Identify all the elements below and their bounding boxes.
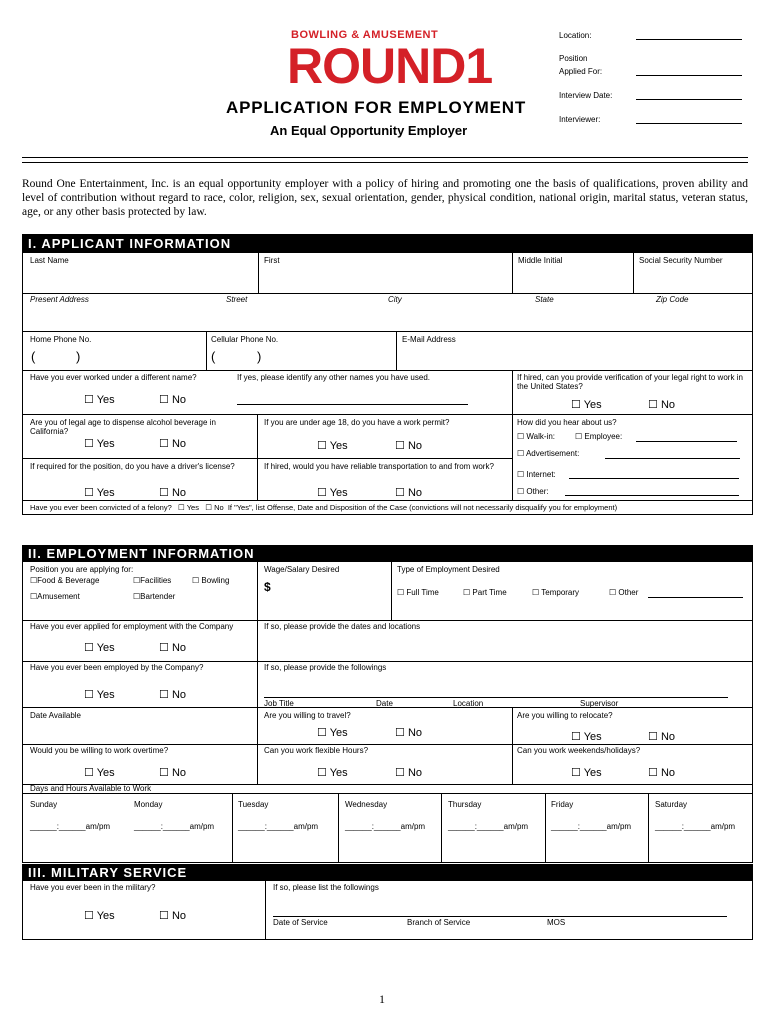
position-question: Position you are applying for: (30, 565, 134, 574)
internet-line[interactable] (569, 478, 739, 479)
checkbox-icon: ☐ (648, 399, 658, 411)
overtime-question: Would you be willing to work overtime? (30, 746, 169, 755)
facilities-checkbox[interactable] (133, 576, 171, 585)
relocate-question: Are you willing to relocate? (517, 711, 613, 720)
street-label: Street (226, 295, 248, 304)
transport-yes-checkbox[interactable] (317, 486, 348, 499)
temporary-label: Temporary (541, 588, 580, 597)
advertisement-label: Advertisement: (525, 449, 580, 458)
checkbox-icon: ☐ (159, 642, 169, 654)
employed-before-question: Have you ever been employed by the Company? (30, 663, 204, 672)
col-divider (257, 562, 258, 620)
food-beverage-label: Food & Beverage (37, 576, 100, 585)
verify-yes-checkbox[interactable] (571, 398, 602, 411)
date-of-service-label: Date of Service (273, 918, 328, 927)
amusement-label: Amusement (37, 592, 80, 601)
day-monday: Monday (134, 800, 163, 809)
license-yes-checkbox[interactable] (84, 486, 115, 499)
checkbox-icon: ☐ (395, 487, 405, 499)
tuesday-hours-field[interactable]: ______:______am/pm (238, 822, 319, 831)
office-applied-label: Applied For: (559, 67, 603, 76)
middle-initial-field[interactable]: Middle Initial (518, 256, 563, 265)
part-time-label: Part Time (472, 588, 507, 597)
row-divider (22, 370, 753, 371)
branch-label: Branch of Service (407, 918, 471, 927)
day-sunday: Sunday (30, 800, 58, 809)
col-divider (545, 793, 546, 863)
area-code-open: ( (31, 349, 36, 364)
office-position-line[interactable] (636, 75, 742, 76)
state-label: State (535, 295, 554, 304)
checkbox-icon: ☐ (517, 449, 525, 458)
date-label: Date (376, 699, 393, 708)
internet-checkbox[interactable] (517, 470, 556, 479)
walkin-checkbox[interactable] (517, 432, 555, 441)
office-interviewer-line[interactable] (636, 123, 742, 124)
thursday-hours-field[interactable]: ______:______am/pm (448, 822, 529, 831)
yes-label: Yes (96, 642, 115, 654)
row-divider (22, 661, 753, 662)
no-label: No (171, 767, 186, 779)
relocate-yes-checkbox[interactable] (571, 730, 602, 743)
weekend-no-checkbox[interactable] (648, 766, 675, 779)
alcohol-no-checkbox[interactable] (159, 437, 186, 450)
col-divider (512, 253, 513, 293)
employee-label: Employee: (584, 432, 623, 441)
travel-question: Are you willing to travel? (264, 711, 351, 720)
checkbox-icon: ☐ (395, 440, 405, 452)
home-phone-field[interactable]: Home Phone No. (30, 335, 92, 344)
checkbox-icon: ☐ (84, 394, 94, 406)
license-no-checkbox[interactable] (159, 486, 186, 499)
row-divider (22, 458, 512, 459)
travel-no-checkbox[interactable] (395, 726, 422, 739)
col-divider (265, 881, 266, 940)
walkin-label: Walk-in: (526, 432, 555, 441)
row-divider (22, 744, 753, 745)
monday-hours-field[interactable]: ______:______am/pm (134, 822, 215, 831)
checkbox-icon: ☐ (133, 592, 141, 601)
transport-no-checkbox[interactable] (395, 486, 422, 499)
checkbox-icon: ☐ (517, 487, 525, 496)
checkbox-icon: ☐ (159, 689, 169, 701)
bowling-label: Bowling (201, 576, 230, 585)
checkbox-icon: ☐ (517, 470, 525, 479)
transportation-question: If hired, would you have reliable transportation to and from work? (264, 462, 494, 471)
email-field[interactable]: E-Mail Address (402, 335, 456, 344)
col-divider (257, 414, 258, 500)
checkbox-icon: ☐ (317, 440, 327, 452)
checkbox-icon: ☐ (159, 438, 169, 450)
checkbox-icon: ☐ (648, 767, 658, 779)
checkbox-icon: ☐ (571, 767, 581, 779)
other-names-line[interactable] (237, 404, 468, 405)
checkbox-icon: ☐ (178, 503, 185, 512)
travel-yes-checkbox[interactable] (317, 726, 348, 739)
day-thursday: Thursday (448, 800, 482, 809)
permit-no-checkbox[interactable] (395, 439, 422, 452)
military-yes-checkbox[interactable] (84, 909, 115, 922)
full-time-checkbox[interactable] (397, 588, 439, 597)
office-location-label: Location: (559, 31, 592, 40)
no-label: No (407, 440, 422, 452)
present-address-field[interactable]: Present Address (30, 295, 89, 304)
bartender-checkbox[interactable] (133, 592, 175, 601)
other-type-line[interactable] (648, 597, 743, 598)
relocate-no-checkbox[interactable] (648, 730, 675, 743)
office-position-label: Position (559, 54, 588, 63)
col-divider (633, 253, 634, 293)
felony-no-checkbox[interactable] (205, 503, 223, 512)
no-label: No (407, 767, 422, 779)
area-code-close: ) (257, 349, 262, 364)
checkbox-icon: ☐ (609, 588, 617, 597)
yes-label: Yes (329, 440, 348, 452)
applied-before-question: Have you ever applied for employment with the Company (30, 622, 234, 631)
amusement-checkbox[interactable] (30, 592, 80, 601)
no-label: No (660, 731, 675, 743)
no-label: No (660, 767, 675, 779)
diff-name-no-checkbox[interactable] (159, 393, 186, 406)
other-type-label: Other (618, 588, 639, 597)
row-divider (22, 793, 753, 794)
weekend-yes-checkbox[interactable] (571, 766, 602, 779)
col-divider (512, 707, 513, 784)
friday-hours-field[interactable]: ______:______am/pm (551, 822, 632, 831)
checkbox-icon: ☐ (84, 767, 94, 779)
no-label: No (171, 910, 186, 922)
work-permit-question: If you are under age 18, do you have a work permit? (264, 418, 450, 427)
area-code-open: ( (211, 349, 216, 364)
first-name-field[interactable]: First (264, 256, 280, 265)
city-label: City (388, 295, 402, 304)
other-source-checkbox[interactable] (517, 487, 549, 496)
military-question: Have you ever been in the military? (30, 883, 156, 892)
col-divider (396, 331, 397, 370)
yes-label: Yes (96, 910, 115, 922)
col-divider (648, 793, 649, 863)
section-title-applicant: I. APPLICANT INFORMATION (22, 234, 753, 253)
no-label: No (407, 487, 422, 499)
bowling-checkbox[interactable] (192, 576, 229, 585)
checkbox-icon: ☐ (575, 432, 583, 441)
checkbox-icon: ☐ (571, 731, 581, 743)
section-title-employment: II. EMPLOYMENT INFORMATION (22, 545, 753, 562)
overtime-yes-checkbox[interactable] (84, 766, 115, 779)
col-divider (258, 253, 259, 293)
supervisor-label: Supervisor (580, 699, 619, 708)
page-number: 1 (379, 992, 385, 1006)
yes-label: Yes (96, 394, 115, 406)
checkbox-icon: ☐ (84, 689, 94, 701)
checkbox-icon: ☐ (463, 588, 471, 597)
saturday-hours-field[interactable]: ______:______am/pm (655, 822, 736, 831)
sunday-hours-field[interactable]: ______:______am/pm (30, 822, 111, 831)
advertisement-line[interactable] (605, 458, 740, 459)
checkbox-icon: ☐ (84, 438, 94, 450)
yes-label: Yes (96, 767, 115, 779)
cell-phone-field[interactable]: Cellular Phone No. (211, 335, 279, 344)
applied-yes-checkbox[interactable] (84, 641, 115, 654)
full-time-label: Full Time (406, 588, 439, 597)
drivers-license-question: If required for the position, do you have a driver's license? (30, 462, 235, 471)
temporary-checkbox[interactable] (532, 588, 579, 597)
employee-line[interactable] (636, 441, 737, 442)
checkbox-icon: ☐ (30, 576, 38, 585)
checkbox-icon: ☐ (571, 399, 581, 411)
yes-label: Yes (329, 767, 348, 779)
overtime-no-checkbox[interactable] (159, 766, 186, 779)
row-divider (22, 500, 753, 501)
other-names-prompt: If yes, please identify any other names you have used. (237, 373, 431, 382)
checkbox-icon: ☐ (317, 727, 327, 739)
felony-yes-checkbox[interactable] (178, 503, 199, 512)
checkbox-icon: ☐ (159, 394, 169, 406)
yes-label: Yes (96, 438, 115, 450)
mos-label: MOS (547, 918, 566, 927)
form-subtitle: An Equal Opportunity Employer (270, 123, 468, 138)
checkbox-icon: ☐ (30, 592, 38, 601)
bartender-label: Bartender (140, 592, 176, 601)
checkbox-icon: ☐ (648, 731, 658, 743)
employed-details-prompt: If so, please provide the followings (264, 663, 387, 672)
military-details-prompt: If so, please list the followings (273, 883, 379, 892)
col-divider (441, 793, 442, 863)
alcohol-age-question: Are you of legal age to dispense alcohol beverage in California? (30, 418, 216, 436)
checkbox-icon: ☐ (317, 767, 327, 779)
ssn-field[interactable]: Social Security Number (639, 256, 723, 265)
no-label: No (660, 399, 675, 411)
flex-yes-checkbox[interactable] (317, 766, 348, 779)
employed-yes-checkbox[interactable] (84, 688, 115, 701)
col-divider (257, 620, 258, 784)
no-label: No (171, 438, 186, 450)
employed-no-checkbox[interactable] (159, 688, 186, 701)
checkbox-icon: ☐ (532, 588, 540, 597)
checkbox-icon: ☐ (517, 432, 525, 441)
wednesday-hours-field[interactable]: ______:______am/pm (345, 822, 426, 831)
availability-label: Days and Hours Available to Work (30, 784, 152, 793)
col-divider (206, 331, 207, 370)
checkbox-icon: ☐ (205, 503, 212, 512)
row-divider (22, 293, 753, 294)
no-label: No (171, 689, 186, 701)
day-tuesday: Tuesday (238, 800, 269, 809)
other-source-line[interactable] (565, 495, 739, 496)
day-saturday: Saturday (655, 800, 688, 809)
row-divider (22, 620, 753, 621)
employment-type-label: Type of Employment Desired (397, 565, 500, 574)
military-details-line[interactable] (273, 916, 727, 917)
referral-question: How did you hear about us? (517, 418, 617, 427)
verify-no-checkbox[interactable] (648, 398, 675, 411)
section-title-military: III. MILITARY SERVICE (22, 864, 753, 881)
no-label: No (407, 727, 422, 739)
col-divider (512, 370, 513, 500)
yes-label: Yes (583, 399, 602, 411)
location-label: Location (453, 699, 484, 708)
header-divider (22, 157, 748, 163)
job-title-label: Job Title (264, 699, 294, 708)
permit-yes-checkbox[interactable] (317, 439, 348, 452)
no-label: No (214, 503, 224, 512)
flexible-hours-question: Can you work flexible Hours? (264, 746, 369, 755)
logo-tagline: BOWLING & AMUSEMENT (291, 29, 439, 41)
alcohol-yes-checkbox[interactable] (84, 437, 115, 450)
yes-label: Yes (96, 487, 115, 499)
facilities-label: Facilities (140, 576, 172, 585)
checkbox-icon: ☐ (159, 487, 169, 499)
applied-no-checkbox[interactable] (159, 641, 186, 654)
felony-detail: If "Yes", list Offense, Date and Disposition of the Case (convictions will not necessarily disqualify you for employment) (227, 503, 618, 512)
checkbox-icon: ☐ (395, 727, 405, 739)
diff-name-yes-checkbox[interactable] (84, 393, 115, 406)
yes-label: Yes (583, 767, 602, 779)
checkbox-icon: ☐ (159, 910, 169, 922)
office-location-line[interactable] (636, 39, 742, 40)
zip-label: Zip Code (656, 295, 689, 304)
checkbox-icon: ☐ (317, 487, 327, 499)
yes-label: Yes (96, 689, 115, 701)
yes-label: Yes (329, 487, 348, 499)
wage-field[interactable]: Wage/Salary Desired (264, 565, 340, 574)
advertisement-checkbox[interactable] (517, 449, 579, 458)
col-divider (232, 793, 233, 863)
internet-label: Internet: (526, 470, 556, 479)
yes-label: Yes (583, 731, 602, 743)
checkbox-icon: ☐ (159, 767, 169, 779)
no-label: No (171, 394, 186, 406)
col-divider (391, 562, 392, 620)
no-label: No (171, 642, 186, 654)
felony-question: Have you ever been convicted of a felony? (30, 503, 172, 512)
no-label: No (171, 487, 186, 499)
weekends-question: Can you work weekends/holidays? (517, 746, 641, 755)
form-title: APPLICATION FOR EMPLOYMENT (226, 98, 527, 117)
work-verification-question: If hired, can you provide verification of your legal right to work in the United States? (517, 373, 743, 391)
employee-checkbox[interactable] (575, 432, 622, 441)
flex-no-checkbox[interactable] (395, 766, 422, 779)
checkbox-icon: ☐ (395, 767, 405, 779)
last-name-field[interactable]: Last Name (30, 256, 69, 265)
military-no-checkbox[interactable] (159, 909, 186, 922)
food-beverage-checkbox[interactable] (30, 576, 99, 585)
office-interviewer-label: Interviewer: (559, 115, 601, 124)
checkbox-icon: ☐ (84, 487, 94, 499)
area-code-close: ) (76, 349, 81, 364)
applied-details-prompt[interactable]: If so, please provide the dates and locations (264, 622, 421, 631)
other-type-checkbox[interactable] (609, 588, 638, 597)
col-divider (338, 793, 339, 863)
employment-history-line[interactable] (264, 697, 728, 698)
other-source-label: Other: (526, 487, 549, 496)
yes-label: Yes (186, 503, 199, 512)
yes-label: Yes (329, 727, 348, 739)
part-time-checkbox[interactable] (463, 588, 507, 597)
checkbox-icon: ☐ (84, 642, 94, 654)
row-divider (22, 414, 753, 415)
eeo-statement: Round One Entertainment, Inc. is an equal opportunity employer with a policy of hiring and promoting one the basis of qualifications, proven ability and level of contribution without regard to race, color, religion, sex, sexual orientation, gender, physical condition, national origin, marital status, veteran status, age, or any other basis protected by law. (22, 178, 748, 218)
checkbox-icon: ☐ (133, 576, 141, 585)
office-interview-date-line[interactable] (636, 99, 742, 100)
checkbox-icon: ☐ (84, 910, 94, 922)
row-divider (22, 331, 753, 332)
office-interview-date-label: Interview Date: (559, 91, 613, 100)
date-available-field[interactable]: Date Available (30, 711, 81, 720)
checkbox-icon: ☐ (397, 588, 405, 597)
different-name-question: Have you ever worked under a different name? (30, 373, 197, 382)
day-wednesday: Wednesday (345, 800, 388, 809)
logo-wordmark: ROUND1 (287, 38, 493, 94)
felony-question-row (30, 503, 750, 512)
day-friday: Friday (551, 800, 574, 809)
checkbox-icon: ☐ (192, 576, 200, 585)
dollar-sign: $ (264, 580, 271, 594)
